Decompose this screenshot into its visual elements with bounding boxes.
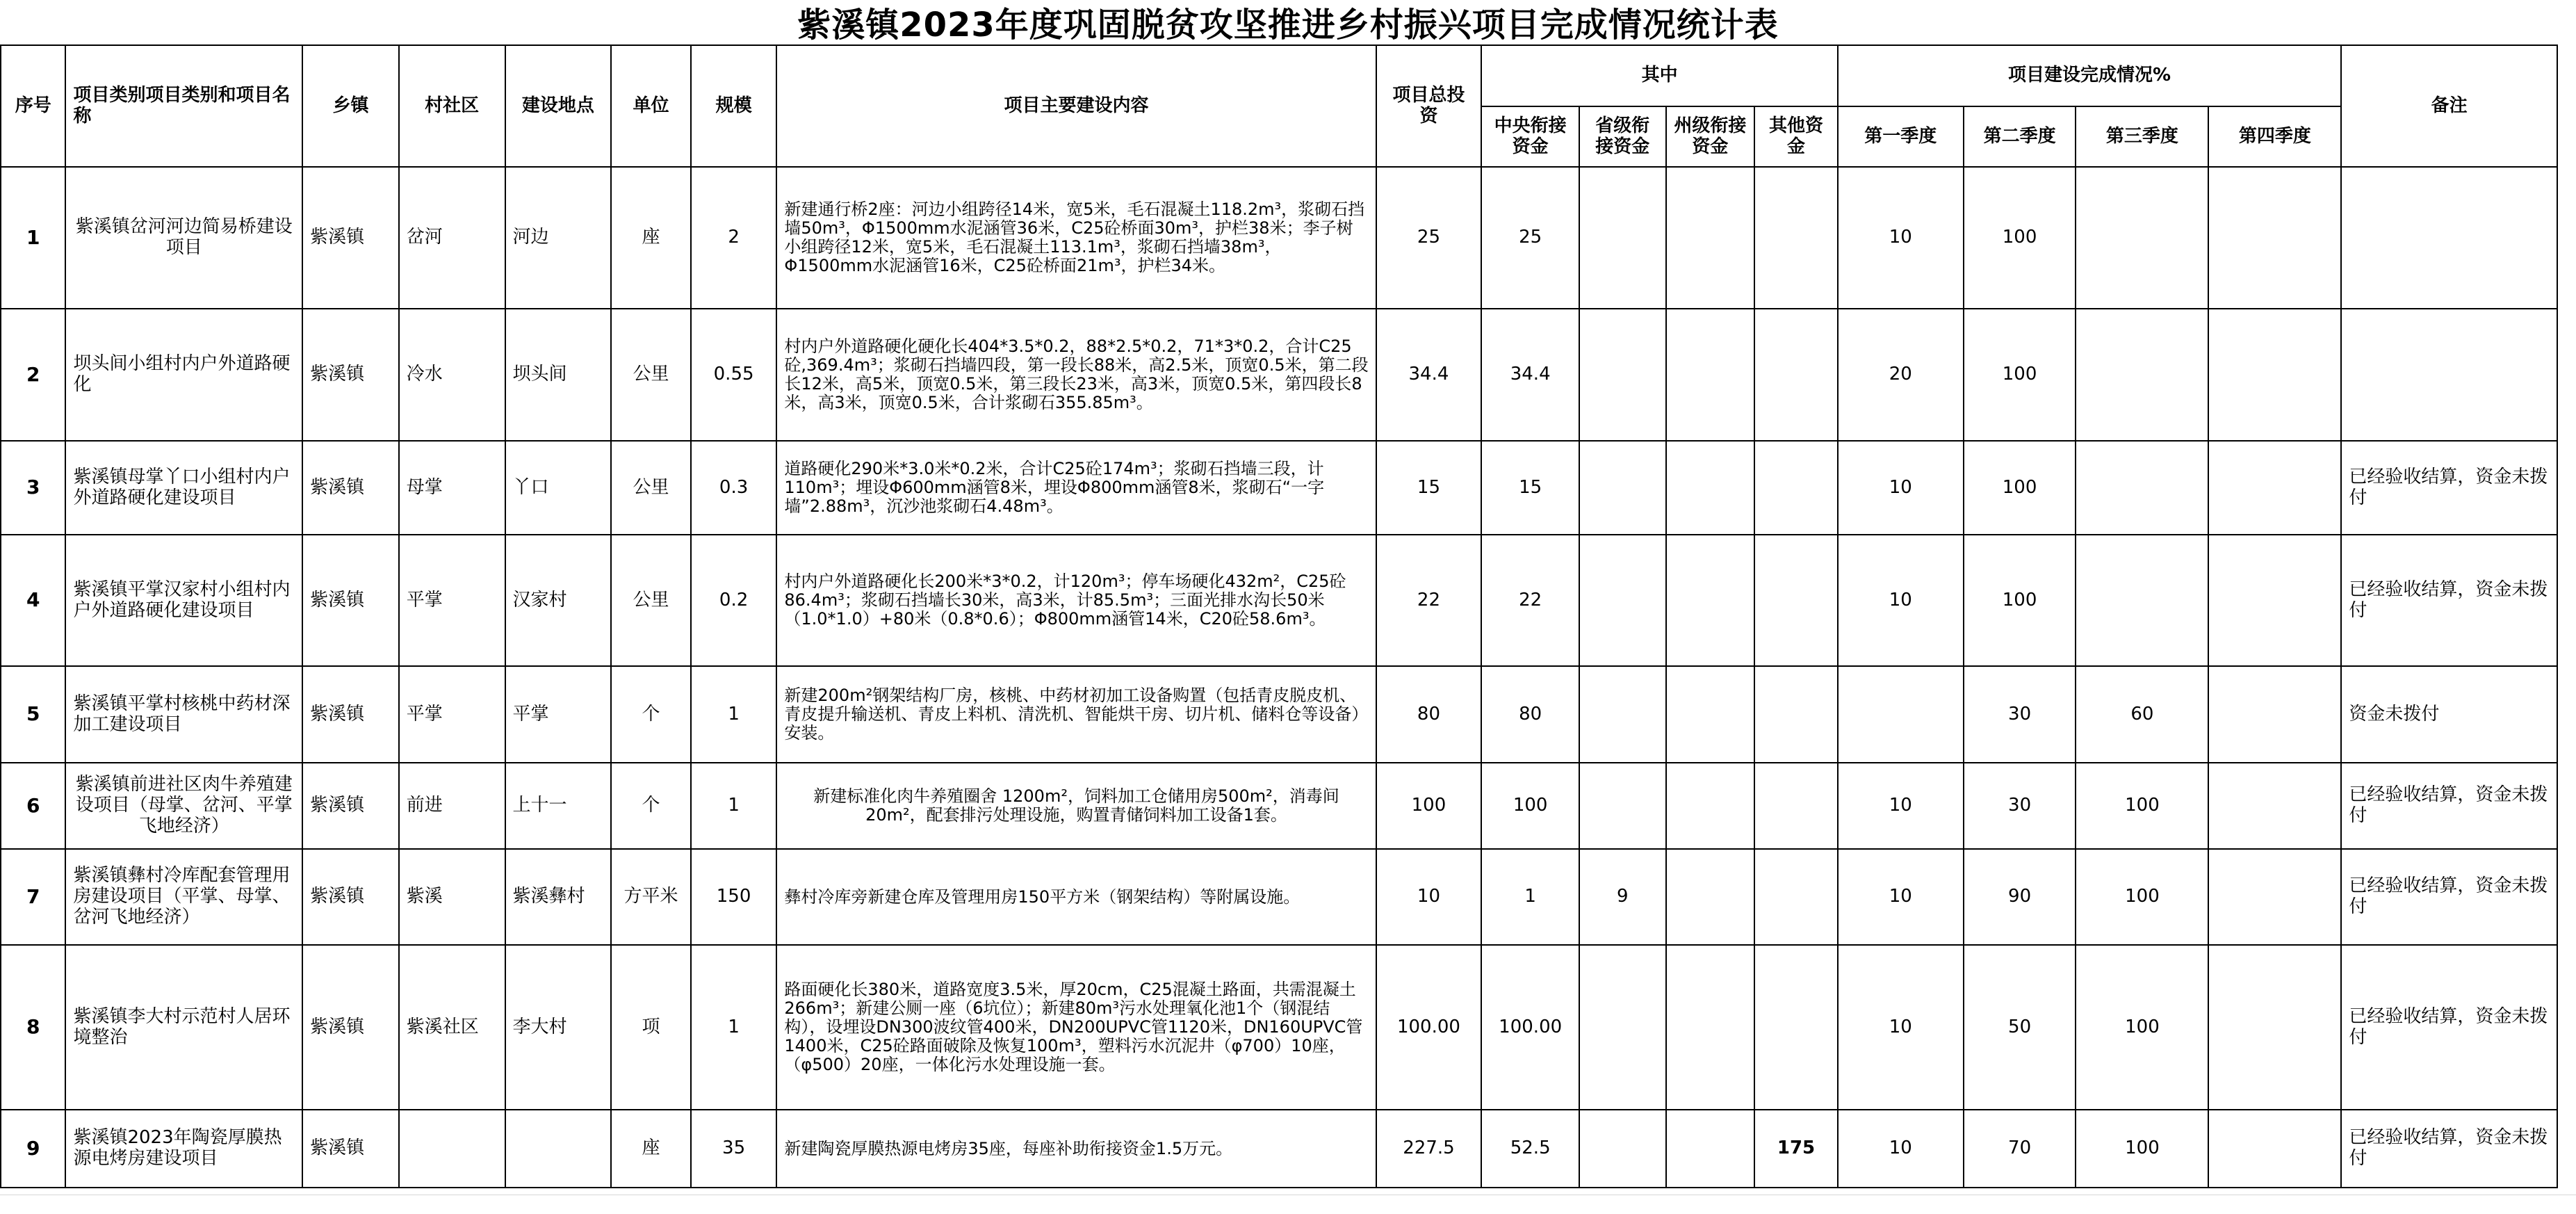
cell-provincial-funds (1579, 167, 1666, 309)
table-row (1, 849, 2557, 945)
header-site: 建设地点 (505, 45, 612, 167)
cell-other-funds (1754, 849, 1838, 945)
cell-total-investment: 80 (1376, 666, 1482, 763)
cell-town: 紫溪镇 (302, 849, 399, 945)
cell-project-name: 紫溪镇平掌汉家村小组村内户外道路硬化建设项目 (65, 535, 302, 666)
cell-scale: 35 (691, 1110, 777, 1188)
cell-prefecture-funds (1666, 441, 1755, 535)
cell-remark: 已经验收结算，资金未拨付 (2341, 535, 2557, 666)
cell-remark: 已经验收结算，资金未拨付 (2341, 849, 2557, 945)
cell-central-funds: 15 (1481, 441, 1579, 535)
cell-total-investment: 22 (1376, 535, 1482, 666)
cell-village: 前进 (399, 763, 505, 849)
cell-remark: 已经验收结算，资金未拨付 (2341, 763, 2557, 849)
cell-scale: 0.2 (691, 535, 777, 666)
table-row (1, 763, 2557, 849)
cell-town: 紫溪镇 (302, 763, 399, 849)
cell-total-investment: 10 (1376, 849, 1482, 945)
project-table (0, 44, 2558, 1188)
cell-total-investment: 100 (1376, 763, 1482, 849)
header-village: 村社区 (399, 45, 505, 167)
cell-project-name: 紫溪镇平掌村核桃中药材深加工建设项目 (65, 666, 302, 763)
cell-content: 新建标准化肉牛养殖圈舍 1200m²，饲料加工仓储用房500m²，消毒间20m²，配套排污处理设施，购置青储饲料加工设备1套。 (776, 763, 1376, 849)
header-prefecture-funds: 州级衔接资金 (1666, 106, 1755, 167)
cell-q4 (2208, 763, 2341, 849)
cell-q2: 30 (1964, 666, 2076, 763)
cell-scale: 150 (691, 849, 777, 945)
cell-central-funds: 22 (1481, 535, 1579, 666)
cell-unit: 公里 (611, 535, 691, 666)
cell-q4 (2208, 167, 2341, 309)
cell-unit: 座 (611, 167, 691, 309)
cell-scale: 1 (691, 666, 777, 763)
cell-q2: 100 (1964, 167, 2076, 309)
header-q1: 第一季度 (1838, 106, 1964, 167)
table-row (1, 167, 2557, 309)
cell-project-name: 紫溪镇前进社区肉牛养殖建设项目（母掌、岔河、平掌飞地经济） (65, 763, 302, 849)
cell-other-funds (1754, 167, 1838, 309)
cell-q4 (2208, 309, 2341, 441)
cell-project-name: 紫溪镇岔河河边简易桥建设项目 (65, 167, 302, 309)
cell-village: 紫溪 (399, 849, 505, 945)
cell-content: 村内户外道路硬化长200米*3*0.2，计120m³；停车场硬化432m²，C25砼86.4m³；浆砌石挡墙长30米，高3米，计85.5m³；三面光排水沟长50米（1.0*1.0）+80米（0.8*0.6）；Φ800mm涵管14米，C20砼58.6m³。 (776, 535, 1376, 666)
cell-remark: 已经验收结算，资金未拨付 (2341, 945, 2557, 1110)
cell-q1: 20 (1838, 309, 1964, 441)
cell-q3 (2076, 535, 2208, 666)
cell-unit: 公里 (611, 309, 691, 441)
header-unit: 单位 (611, 45, 691, 167)
cell-q2: 100 (1964, 441, 2076, 535)
cell-prefecture-funds (1666, 1110, 1755, 1188)
table-row (1, 535, 2557, 666)
cell-total-investment: 25 (1376, 167, 1482, 309)
cell-q1: 10 (1838, 441, 1964, 535)
cell-total-investment: 15 (1376, 441, 1482, 535)
cell-seq: 8 (1, 945, 65, 1110)
page-title: 紫溪镇2023年度巩固脱贫攻坚推进乡村振兴项目完成情况统计表 (797, 5, 1779, 44)
cell-provincial-funds (1579, 666, 1666, 763)
cell-q4 (2208, 441, 2341, 535)
cell-other-funds (1754, 763, 1838, 849)
header-completion: 项目建设完成情况% (1838, 45, 2342, 106)
table-row (1, 1110, 2557, 1188)
header-q2: 第二季度 (1964, 106, 2076, 167)
cell-provincial-funds (1579, 763, 1666, 849)
cell-prefecture-funds (1666, 167, 1755, 309)
cell-q3: 100 (2076, 945, 2208, 1110)
cell-remark (2341, 167, 2557, 309)
cell-q3: 100 (2076, 1110, 2208, 1188)
cell-seq: 9 (1, 1110, 65, 1188)
cell-q4 (2208, 945, 2341, 1110)
header-total-investment: 项目总投资 (1376, 45, 1482, 167)
cell-town: 紫溪镇 (302, 535, 399, 666)
table-row (1, 441, 2557, 535)
cell-q1: 10 (1838, 945, 1964, 1110)
cell-unit: 个 (611, 666, 691, 763)
cell-remark: 已经验收结算，资金未拨付 (2341, 1110, 2557, 1188)
cell-central-funds: 34.4 (1481, 309, 1579, 441)
cell-town: 紫溪镇 (302, 309, 399, 441)
cell-q3 (2076, 309, 2208, 441)
header-provincial-funds: 省级衔接资金 (1579, 106, 1666, 167)
cell-unit: 座 (611, 1110, 691, 1188)
cell-prefecture-funds (1666, 763, 1755, 849)
cell-content: 新建陶瓷厚膜热源电烤房35座，每座补助衔接资金1.5万元。 (776, 1110, 1376, 1188)
cell-q2: 90 (1964, 849, 2076, 945)
cell-town: 紫溪镇 (302, 167, 399, 309)
cell-prefecture-funds (1666, 849, 1755, 945)
cell-q3: 60 (2076, 666, 2208, 763)
cell-other-funds: 175 (1754, 1110, 1838, 1188)
cell-q4 (2208, 535, 2341, 666)
cell-q1 (1838, 666, 1964, 763)
cell-q3 (2076, 441, 2208, 535)
cell-prefecture-funds (1666, 945, 1755, 1110)
header-among: 其中 (1481, 45, 1837, 106)
cell-seq: 6 (1, 763, 65, 849)
header-central-funds: 中央衔接资金 (1481, 106, 1579, 167)
header-scale: 规模 (691, 45, 777, 167)
cell-other-funds (1754, 666, 1838, 763)
cell-unit: 个 (611, 763, 691, 849)
cell-central-funds: 1 (1481, 849, 1579, 945)
cell-q4 (2208, 666, 2341, 763)
cell-project-name: 紫溪镇李大村示范村人居环境整治 (65, 945, 302, 1110)
cell-site: 紫溪彝村 (505, 849, 612, 945)
cell-town: 紫溪镇 (302, 666, 399, 763)
header-q3: 第三季度 (2076, 106, 2208, 167)
cell-village: 平掌 (399, 666, 505, 763)
cell-content: 新建200m²钢架结构厂房，核桃、中药材初加工设备购置（包括青皮脱皮机、青皮提升输送机、青皮上料机、清洗机、智能烘干房、切片机、储料仓等设备）安装。 (776, 666, 1376, 763)
cell-q2: 30 (1964, 763, 2076, 849)
cell-central-funds: 100.00 (1481, 945, 1579, 1110)
cell-central-funds: 100 (1481, 763, 1579, 849)
header-q4: 第四季度 (2208, 106, 2341, 167)
cell-q2: 70 (1964, 1110, 2076, 1188)
empty-sheet-area (0, 1195, 2576, 1214)
cell-scale: 0.55 (691, 309, 777, 441)
cell-central-funds: 80 (1481, 666, 1579, 763)
cell-unit: 方平米 (611, 849, 691, 945)
cell-other-funds (1754, 535, 1838, 666)
cell-q1: 10 (1838, 849, 1964, 945)
cell-town: 紫溪镇 (302, 945, 399, 1110)
cell-prefecture-funds (1666, 666, 1755, 763)
cell-village: 岔河 (399, 167, 505, 309)
cell-site: 汉家村 (505, 535, 612, 666)
cell-project-name: 坝头间小组村内户外道路硬化 (65, 309, 302, 441)
cell-seq: 7 (1, 849, 65, 945)
cell-other-funds (1754, 309, 1838, 441)
cell-provincial-funds (1579, 309, 1666, 441)
header-other-funds: 其他资金 (1754, 106, 1838, 167)
cell-q4 (2208, 849, 2341, 945)
header-content: 项目主要建设内容 (776, 45, 1376, 167)
cell-village (399, 1110, 505, 1188)
table-row (1, 666, 2557, 763)
cell-village: 母掌 (399, 441, 505, 535)
cell-content: 道路硬化290米*3.0米*0.2米，合计C25砼174m³；浆砌石挡墙三段，计110m³；埋设Φ600mm涵管8米，埋设Φ800mm涵管8米，浆砌石“一字墙”2.88m³，沉沙池浆砌石4.48m³。 (776, 441, 1376, 535)
cell-content: 新建通行桥2座：河边小组跨径14米，宽5米，毛石混凝土118.2m³，浆砌石挡墙50m³，Φ1500mm水泥涵管36米，C25砼桥面30m³，护栏38米；李子树小组跨径12米，宽5米，毛石混凝土113.1m³，浆砌石挡墙38m³，Φ1500mm水泥涵管16米，C25砼桥面21m³，护栏34米。 (776, 167, 1376, 309)
cell-site: 李大村 (505, 945, 612, 1110)
cell-town: 紫溪镇 (302, 1110, 399, 1188)
cell-other-funds (1754, 945, 1838, 1110)
cell-provincial-funds (1579, 535, 1666, 666)
cell-content: 路面硬化长380米，道路宽度3.5米，厚20cm，C25混凝土路面，共需混凝土266m³；新建公厕一座（6坑位）；新建80m³污水处理氧化池1个（钢混结构），设埋设DN300波纹管400米，DN200UPVC管1120米，DN160UPVC管1400米，C25砼路面破除及恢复100m³，塑料污水沉泥井（φ700）10座，（φ500）20座，一体化污水处理设施一套。 (776, 945, 1376, 1110)
cell-total-investment: 227.5 (1376, 1110, 1482, 1188)
cell-village: 平掌 (399, 535, 505, 666)
cell-unit: 项 (611, 945, 691, 1110)
cell-scale: 1 (691, 763, 777, 849)
cell-site: 坝头间 (505, 309, 612, 441)
cell-prefecture-funds (1666, 309, 1755, 441)
cell-seq: 5 (1, 666, 65, 763)
cell-site: 上十一 (505, 763, 612, 849)
cell-remark (2341, 309, 2557, 441)
cell-total-investment: 34.4 (1376, 309, 1482, 441)
cell-total-investment: 100.00 (1376, 945, 1482, 1110)
cell-seq: 4 (1, 535, 65, 666)
cell-project-name: 紫溪镇2023年陶瓷厚膜热源电烤房建设项目 (65, 1110, 302, 1188)
cell-site: 丫口 (505, 441, 612, 535)
cell-scale: 1 (691, 945, 777, 1110)
header-project-name: 项目类别项目类别和项目名称 (65, 45, 302, 167)
cell-site: 平掌 (505, 666, 612, 763)
cell-content: 村内户外道路硬化硬化长404*3.5*0.2，88*2.5*0.2，71*3*0.2，合计C25砼,369.4m³；浆砌石挡墙四段，第一段长88米，高2.5米，顶宽0.5米，第二段长12米，高5米，顶宽0.5米，第三段长23米，高3米，顶宽0.5米，第四段长8米，高3米，顶宽0.5米，合计浆砌石355.85m³。 (776, 309, 1376, 441)
cell-q3 (2076, 167, 2208, 309)
cell-seq: 2 (1, 309, 65, 441)
cell-content: 彝村冷库旁新建仓库及管理用房150平方米（钢架结构）等附属设施。 (776, 849, 1376, 945)
cell-q3: 100 (2076, 763, 2208, 849)
cell-central-funds: 52.5 (1481, 1110, 1579, 1188)
cell-scale: 0.3 (691, 441, 777, 535)
cell-project-name: 紫溪镇母掌丫口小组村内户外道路硬化建设项目 (65, 441, 302, 535)
cell-seq: 1 (1, 167, 65, 309)
cell-q3: 100 (2076, 849, 2208, 945)
cell-other-funds (1754, 441, 1838, 535)
cell-project-name: 紫溪镇彝村冷库配套管理用房建设项目（平掌、母掌、岔河飞地经济） (65, 849, 302, 945)
cell-q2: 100 (1964, 535, 2076, 666)
cell-central-funds: 25 (1481, 167, 1579, 309)
cell-seq: 3 (1, 441, 65, 535)
cell-q2: 50 (1964, 945, 2076, 1110)
header-seq: 序号 (1, 45, 65, 167)
cell-village: 紫溪社区 (399, 945, 505, 1110)
cell-provincial-funds: 9 (1579, 849, 1666, 945)
cell-remark: 资金未拨付 (2341, 666, 2557, 763)
cell-village: 冷水 (399, 309, 505, 441)
header-remark: 备注 (2341, 45, 2557, 167)
cell-unit: 公里 (611, 441, 691, 535)
cell-q1: 10 (1838, 167, 1964, 309)
cell-site (505, 1110, 612, 1188)
cell-provincial-funds (1579, 945, 1666, 1110)
cell-prefecture-funds (1666, 535, 1755, 666)
header-town: 乡镇 (302, 45, 399, 167)
cell-town: 紫溪镇 (302, 441, 399, 535)
cell-site: 河边 (505, 167, 612, 309)
cell-scale: 2 (691, 167, 777, 309)
cell-q2: 100 (1964, 309, 2076, 441)
cell-q1: 10 (1838, 535, 1964, 666)
cell-q1: 10 (1838, 763, 1964, 849)
cell-q4 (2208, 1110, 2341, 1188)
cell-provincial-funds (1579, 1110, 1666, 1188)
table-row (1, 945, 2557, 1110)
cell-provincial-funds (1579, 441, 1666, 535)
cell-q1: 10 (1838, 1110, 1964, 1188)
table-row (1, 309, 2557, 441)
cell-remark: 已经验收结算，资金未拨付 (2341, 441, 2557, 535)
